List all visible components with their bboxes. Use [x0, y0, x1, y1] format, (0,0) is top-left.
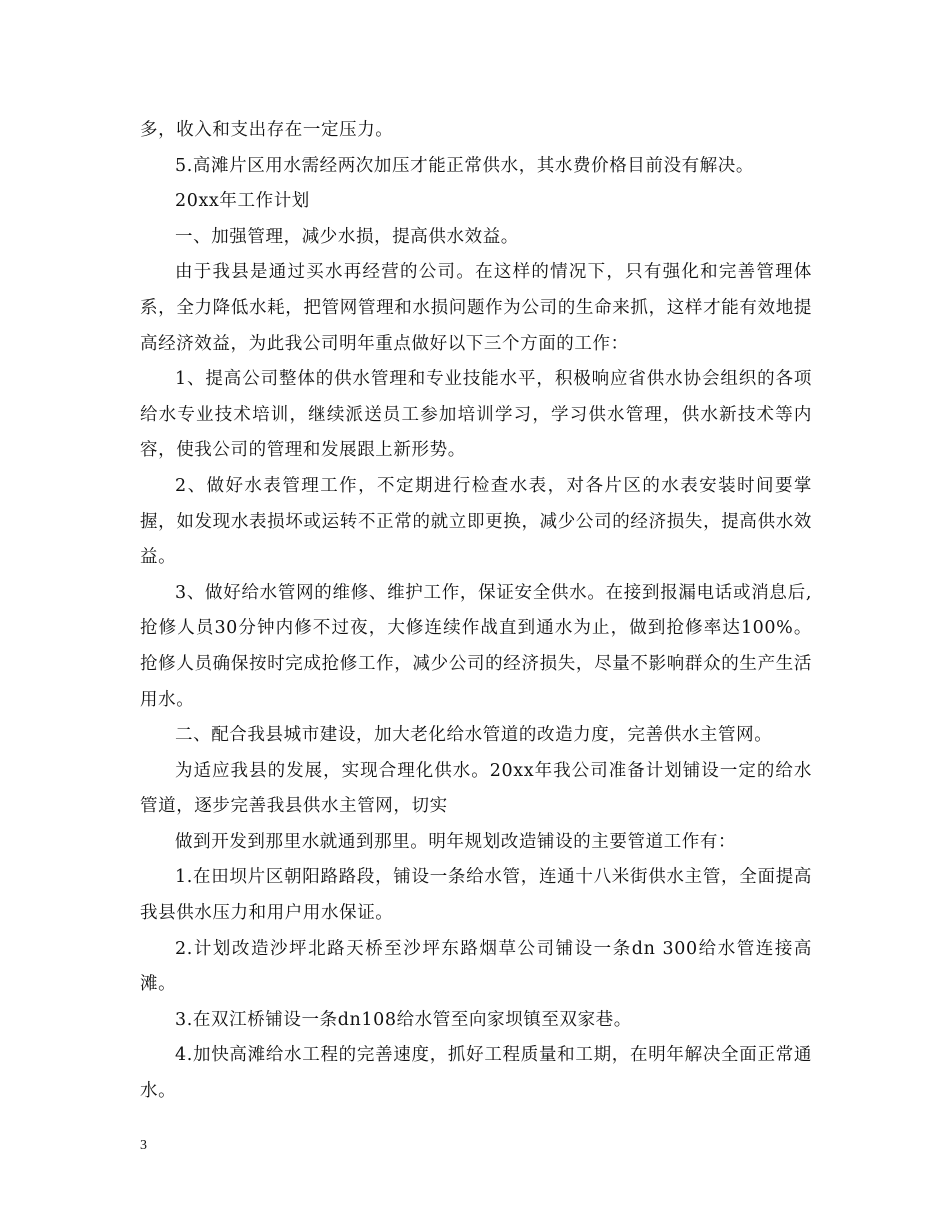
list-item: 1.在田坝片区朝阳路路段，铺设一条给水管，连通十八米街供水主管，全面提高我县供水压力和用户用水保证。 — [140, 867, 812, 924]
list-item: 2.计划改造沙坪北路天桥至沙坪东路烟草公司铺设一条dn 300给水管连接高滩。 — [140, 938, 812, 995]
paragraph: 5.高滩片区用水需经两次加压才能正常供水，其水费价格目前没有解决。 — [175, 155, 754, 176]
paragraph: 由于我县是通过买水再经营的公司。在这样的情况下，只有强化和完善管理体系，全力降低水耗，把管网管理和水损问题作为公司的生命来抓，这样才能有效地提高经济效益，为此我公司明年重点做好以下三个方面的工作： — [140, 262, 812, 354]
section-heading: 一、加强管理，减少水损，提高供水效益。 — [175, 226, 519, 247]
paragraph: 为适应我县的发展，实现合理化供水。20xx年我公司准备计划铺设一定的给水管道，逐步完善我县供水主管网，切实 — [140, 760, 812, 817]
section-heading: 20xx年工作计划 — [175, 191, 310, 212]
list-item: 3、做好给水管网的维修、维护工作，保证安全供水。在接到报漏电话或消息后,抢修人员30分钟内修不过夜，大修连续作战直到通水为止，做到抢修率达100%。抢修人员确保按时完成抢修工作，减少公司的经济损失，尽量不影响群众的生产生活用水。 — [140, 582, 812, 710]
section-heading: 二、配合我县城市建设，加大老化给水管道的改造力度，完善供水主管网。 — [175, 725, 773, 746]
paragraph: 做到开发到那里水就通到那里。明年规划改造铺设的主要管道工作有： — [175, 831, 737, 852]
list-item: 3.在双江桥铺设一条dn108给水管至向家坝镇至双家巷。 — [175, 1009, 632, 1030]
list-item: 1、提高公司整体的供水管理和专业技能水平，积极响应省供水协会组织的各项给水专业技术培训，继续派送员工参加培训学习，学习供水管理，供水新技术等内容，使我公司的管理和发展跟上新形势。 — [140, 369, 812, 461]
page-number: 3 — [140, 1138, 147, 1153]
list-item: 4.加快高滩给水工程的完善速度，抓好工程质量和工期，在明年解决全面正常通水。 — [140, 1045, 812, 1102]
paragraph: 多，收入和支出存在一定压力。 — [140, 120, 394, 140]
list-item: 2、做好水表管理工作，不定期进行检查水表，对各片区的水表安装时间要掌握，如发现水表损坏或运转不正常的就立即更换，减少公司的经济损失，提高供水效益。 — [140, 475, 812, 568]
document-body — [140, 113, 812, 1110]
